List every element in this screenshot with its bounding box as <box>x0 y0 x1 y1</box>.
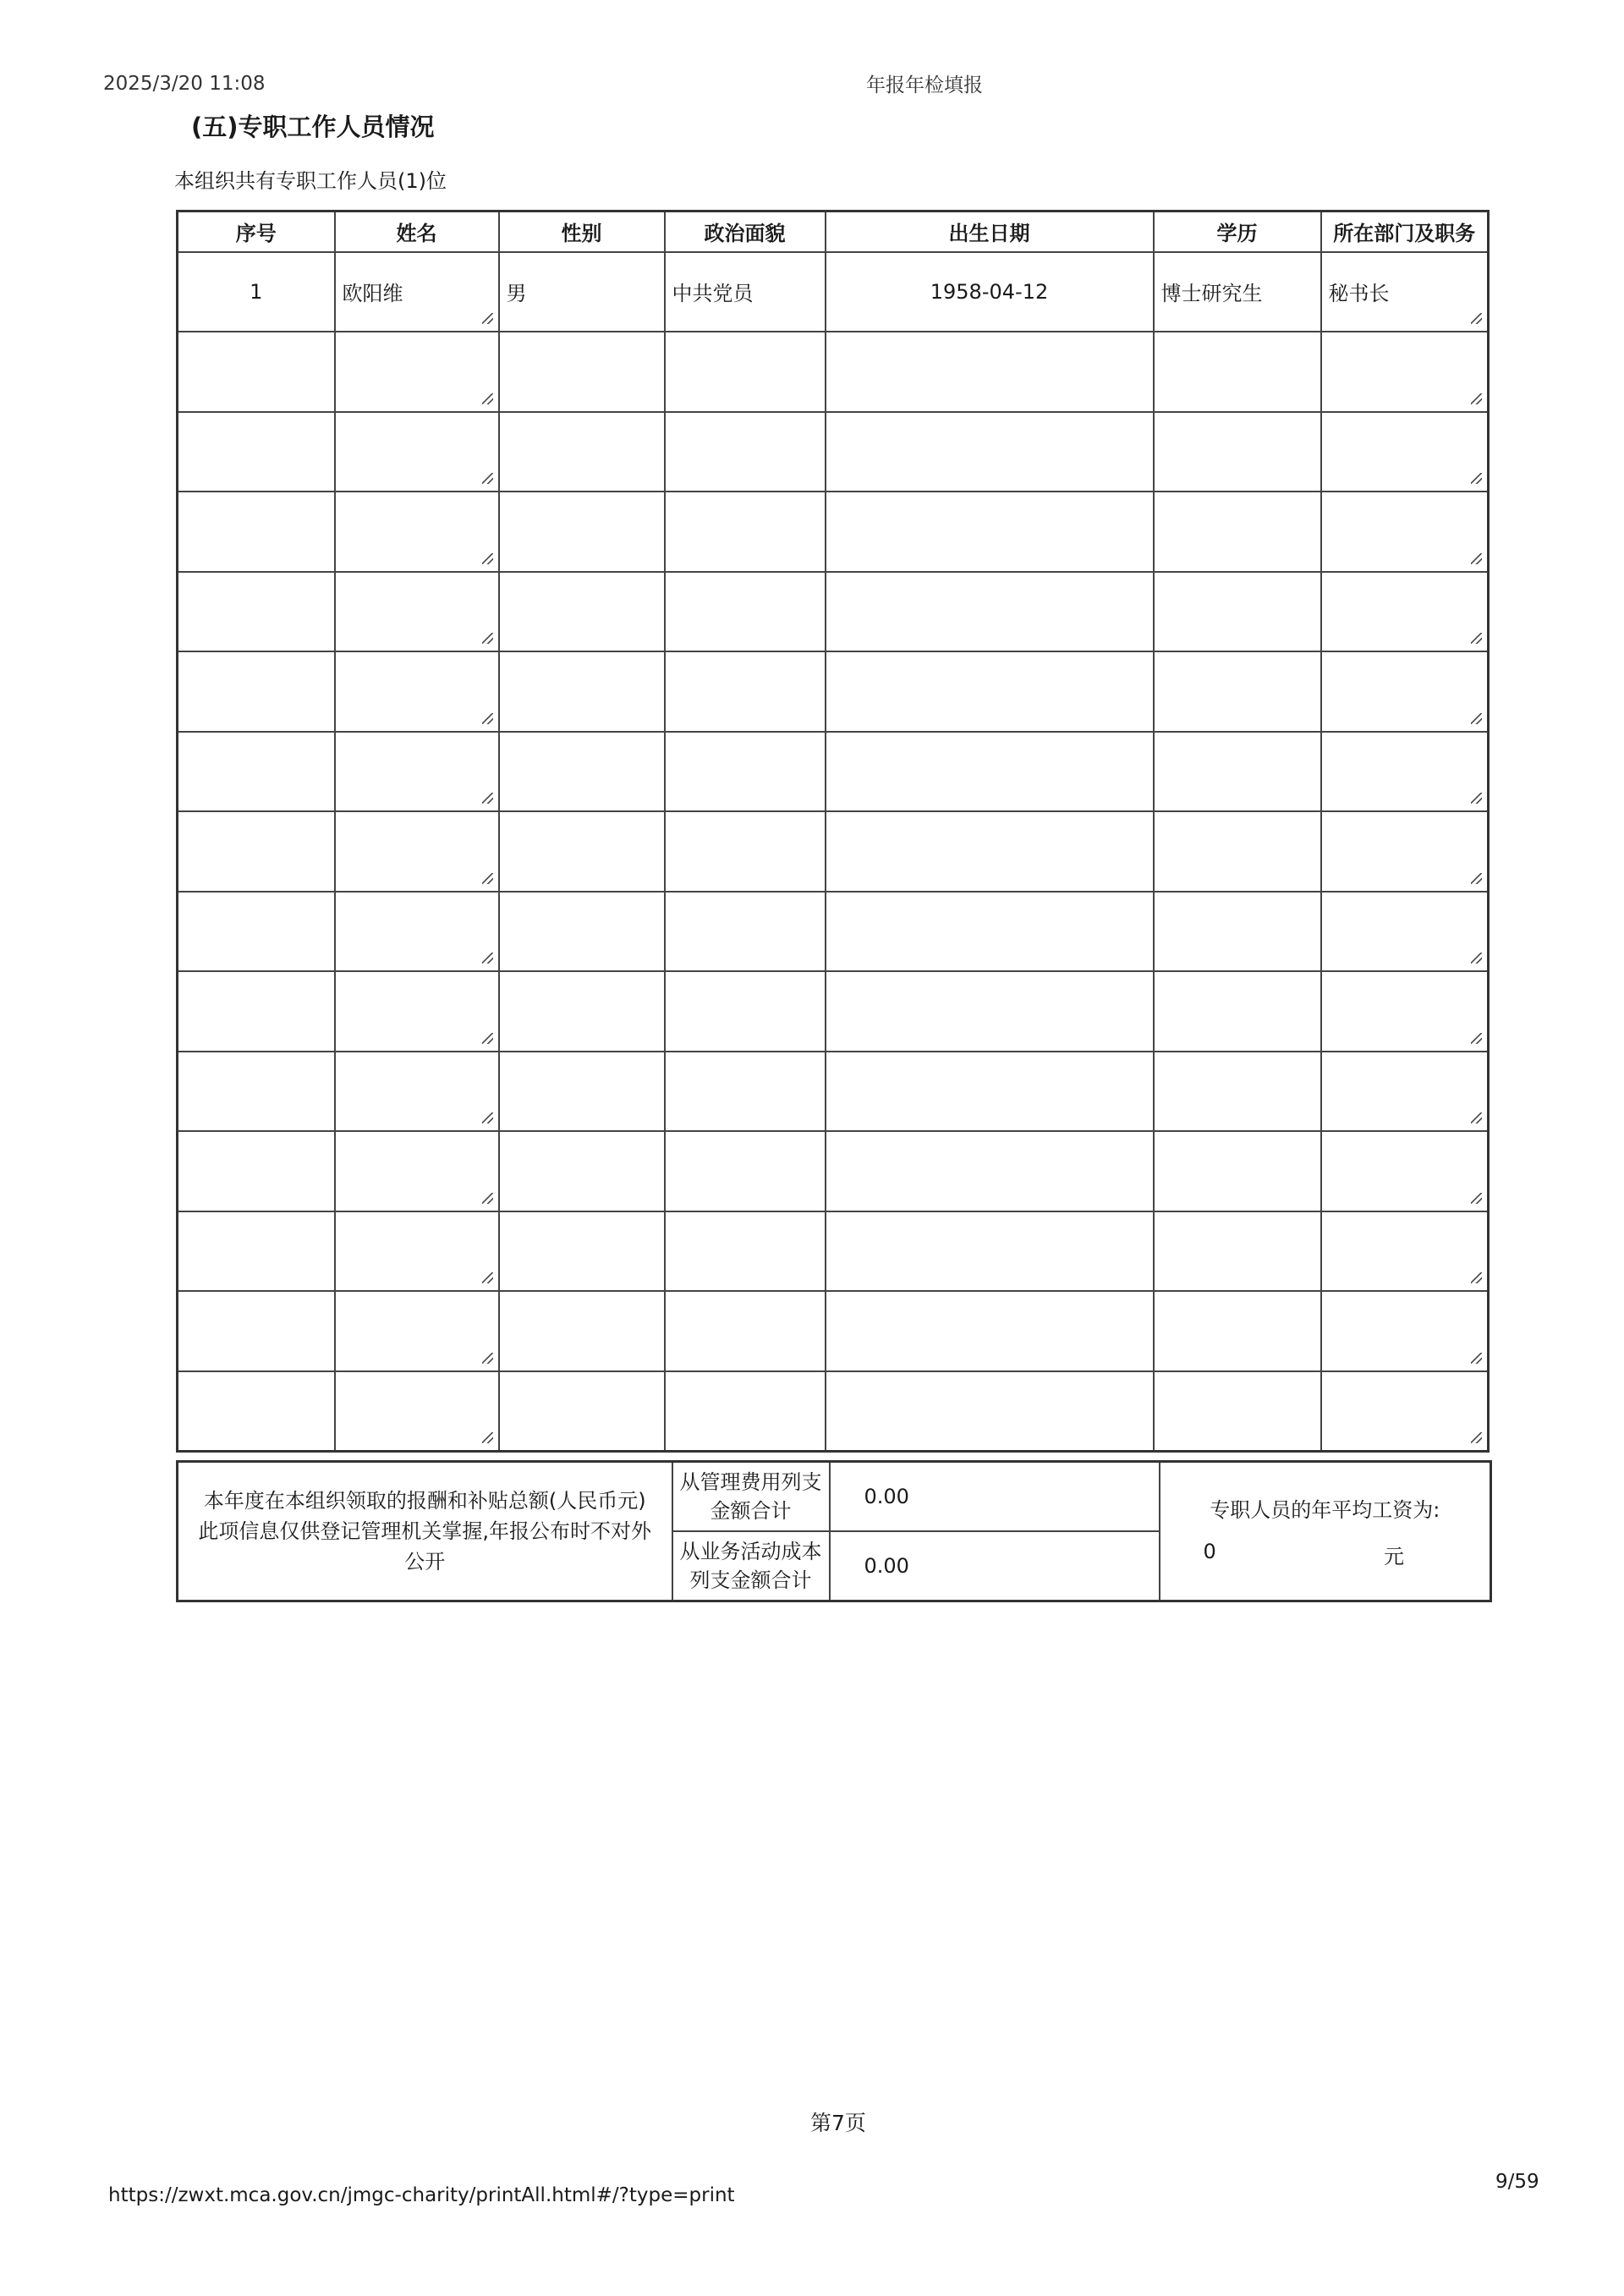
cell-position[interactable] <box>1321 572 1489 652</box>
cell-birth <box>826 811 1154 892</box>
col-header-no: 序号 <box>178 211 335 252</box>
resize-handle-icon[interactable] <box>1471 1193 1482 1204</box>
cell-position[interactable] <box>1321 892 1489 972</box>
resize-handle-icon[interactable] <box>1471 1272 1482 1283</box>
cell-gender <box>499 971 665 1052</box>
compensation-label-line3: 公开 <box>404 1550 446 1574</box>
compensation-label <box>178 1462 672 1601</box>
table-row <box>178 332 1489 412</box>
cell-name[interactable] <box>335 971 499 1052</box>
cell-name[interactable] <box>335 1211 499 1292</box>
cell-gender <box>499 1131 665 1211</box>
cell-gender <box>499 1052 665 1132</box>
cell-birth <box>826 971 1154 1052</box>
resize-handle-icon[interactable] <box>482 953 493 964</box>
cell-education <box>1154 492 1321 572</box>
cell-gender <box>499 651 665 732</box>
cell-birth <box>826 1291 1154 1371</box>
resize-handle-icon[interactable] <box>482 1112 493 1123</box>
cell-birth <box>826 1371 1154 1452</box>
cell-no <box>178 1052 335 1132</box>
cell-no <box>178 412 335 492</box>
cell-no <box>178 1211 335 1292</box>
resize-handle-icon[interactable] <box>482 553 493 564</box>
cell-no <box>178 811 335 892</box>
cell-position[interactable] <box>1321 412 1489 492</box>
resize-handle-icon[interactable] <box>1471 393 1482 404</box>
cell-no <box>178 651 335 732</box>
resize-handle-icon[interactable] <box>482 313 493 324</box>
cell-name[interactable] <box>335 732 499 812</box>
resize-handle-icon[interactable] <box>482 713 493 724</box>
cell-no <box>178 1371 335 1452</box>
cell-education <box>1154 1052 1321 1132</box>
avg-salary-label: 专职人员的年平均工资为: <box>1210 1498 1440 1522</box>
cell-political <box>665 1371 826 1452</box>
section-title: (五)专职工作人员情况 <box>191 113 435 141</box>
cell-gender <box>499 572 665 652</box>
cell-gender <box>499 1291 665 1371</box>
cell-gender <box>499 252 665 332</box>
resize-handle-icon[interactable] <box>1471 873 1482 884</box>
col-header-position: 所在部门及职务 <box>1321 211 1489 252</box>
table-row <box>178 572 1489 652</box>
cell-education <box>1154 572 1321 652</box>
table-row <box>178 892 1489 972</box>
cell-education <box>1154 332 1321 412</box>
cell-name[interactable] <box>335 572 499 652</box>
cell-position[interactable] <box>1321 732 1489 812</box>
cell-name[interactable] <box>335 651 499 732</box>
biz-cost-label-line2: 列支金额合计 <box>689 1568 812 1592</box>
cell-education <box>1154 732 1321 812</box>
resize-handle-icon[interactable] <box>1471 473 1482 484</box>
cell-political <box>665 1131 826 1211</box>
cell-gender <box>499 732 665 812</box>
staff-count-text: 本组织共有专职工作人员(1)位 <box>174 169 447 193</box>
cell-political <box>665 252 826 332</box>
cell-political <box>665 811 826 892</box>
resize-handle-icon[interactable] <box>482 473 493 484</box>
compensation-label-line1: 本年度在本组织领取的报酬和补贴总额(人民币元) <box>203 1489 646 1513</box>
cell-birth <box>826 1211 1154 1292</box>
resize-handle-icon[interactable] <box>1471 1432 1482 1443</box>
cell-position[interactable] <box>1321 971 1489 1052</box>
table-row <box>178 1291 1489 1371</box>
resize-handle-icon[interactable] <box>482 873 493 884</box>
cell-birth <box>826 332 1154 412</box>
resize-handle-icon[interactable] <box>482 393 493 404</box>
cell-position[interactable] <box>1321 332 1489 412</box>
cell-name[interactable] <box>335 412 499 492</box>
cell-birth <box>826 412 1154 492</box>
resize-handle-icon[interactable] <box>482 1432 493 1443</box>
cell-birth <box>826 732 1154 812</box>
cell-education <box>1154 1131 1321 1211</box>
resize-handle-icon[interactable] <box>1471 553 1482 564</box>
resize-handle-icon[interactable] <box>1471 953 1482 964</box>
cell-name[interactable] <box>335 811 499 892</box>
cell-name[interactable] <box>335 252 499 332</box>
cell-name[interactable] <box>335 1131 499 1211</box>
cell-education <box>1154 1211 1321 1292</box>
cell-gender <box>499 332 665 412</box>
cell-position[interactable] <box>1321 1131 1489 1211</box>
biz-cost-value[interactable]: 0.00 <box>830 1531 1160 1601</box>
cell-position[interactable] <box>1321 1371 1489 1452</box>
cell-birth <box>826 572 1154 652</box>
cell-political <box>665 492 826 572</box>
cell-no <box>178 492 335 572</box>
cell-education-text: 博士研究生 <box>1160 282 1263 306</box>
cell-political <box>665 412 826 492</box>
cell-position[interactable] <box>1321 811 1489 892</box>
table-row <box>178 732 1489 812</box>
mgmt-expense-value[interactable]: 0.00 <box>830 1462 1160 1532</box>
avg-salary-value[interactable]: 0 <box>1203 1540 1216 1563</box>
cell-gender <box>499 811 665 892</box>
table-row <box>178 651 1489 732</box>
cell-gender <box>499 492 665 572</box>
cell-gender <box>499 1371 665 1452</box>
cell-no <box>178 572 335 652</box>
table-row <box>178 1131 1489 1211</box>
resize-handle-icon[interactable] <box>482 1033 493 1044</box>
cell-political <box>665 1291 826 1371</box>
resize-handle-icon[interactable] <box>1471 793 1482 804</box>
biz-cost-label-line1: 从业务活动成本 <box>679 1540 822 1563</box>
table-header-row <box>178 211 1489 252</box>
cell-political <box>665 1211 826 1292</box>
col-header-birth: 出生日期 <box>826 211 1154 252</box>
cell-education <box>1154 1291 1321 1371</box>
print-url: https://zwxt.mca.gov.cn/jmgc-charity/printAll.html#/?type=print <box>108 2184 735 2206</box>
cell-name[interactable] <box>335 332 499 412</box>
cell-name[interactable] <box>335 1371 499 1452</box>
mgmt-expense-label <box>672 1462 830 1532</box>
table-row <box>178 971 1489 1052</box>
cell-political <box>665 1052 826 1132</box>
cell-gender-text: 男 <box>506 282 527 306</box>
compensation-label-line2: 此项信息仅供登记管理机关掌握,年报公布时不对外 <box>198 1519 652 1543</box>
cell-position[interactable] <box>1321 252 1489 332</box>
cell-no <box>178 971 335 1052</box>
print-datetime: 2025/3/20 11:08 <box>103 73 266 95</box>
biz-cost-label <box>672 1531 830 1601</box>
cell-education <box>1154 252 1321 332</box>
cell-gender <box>499 1211 665 1292</box>
cell-name[interactable] <box>335 892 499 972</box>
cell-position[interactable] <box>1321 651 1489 732</box>
cell-political <box>665 971 826 1052</box>
cell-no <box>178 1291 335 1371</box>
staff-table <box>176 210 1490 1453</box>
cell-position[interactable] <box>1321 492 1489 572</box>
cell-no-text: 1 <box>250 279 263 304</box>
cell-birth <box>826 651 1154 732</box>
table-row <box>178 492 1489 572</box>
cell-education <box>1154 1371 1321 1452</box>
cell-name[interactable] <box>335 1291 499 1371</box>
col-header-political: 政治面貌 <box>665 211 826 252</box>
cell-political-text: 中共党员 <box>672 282 754 306</box>
cell-birth <box>826 892 1154 972</box>
avg-salary-cell <box>1160 1462 1491 1601</box>
cell-gender <box>499 412 665 492</box>
cell-birth <box>826 1052 1154 1132</box>
mgmt-expense-label-line1: 从管理费用列支 <box>679 1470 822 1494</box>
cell-position[interactable] <box>1321 1211 1489 1292</box>
cell-political <box>665 732 826 812</box>
cell-gender <box>499 892 665 972</box>
table-row <box>178 811 1489 892</box>
cell-no <box>178 332 335 412</box>
cell-position[interactable] <box>1321 1052 1489 1132</box>
table-row <box>178 412 1489 492</box>
resize-handle-icon[interactable] <box>482 1193 493 1204</box>
print-page-count: 9/59 <box>1495 2171 1539 2193</box>
resize-handle-icon[interactable] <box>482 793 493 804</box>
cell-political <box>665 572 826 652</box>
avg-salary-unit: 元 <box>1384 1545 1404 1568</box>
resize-handle-icon[interactable] <box>1471 633 1482 644</box>
col-header-education: 学历 <box>1154 211 1321 252</box>
cell-education <box>1154 811 1321 892</box>
cell-education <box>1154 651 1321 732</box>
cell-no <box>178 732 335 812</box>
cell-birth-text: 1958-04-12 <box>930 279 1049 304</box>
cell-education <box>1154 892 1321 972</box>
cell-birth <box>826 252 1154 332</box>
table-row <box>178 1211 1489 1292</box>
resize-handle-icon[interactable] <box>1471 313 1482 324</box>
cell-position-text: 秘书长 <box>1328 282 1390 306</box>
cell-name-text: 欧阳维 <box>342 282 403 306</box>
table-row <box>178 1371 1489 1452</box>
col-header-name: 姓名 <box>335 211 499 252</box>
cell-political <box>665 332 826 412</box>
cell-education <box>1154 412 1321 492</box>
resize-handle-icon[interactable] <box>1471 1033 1482 1044</box>
resize-handle-icon[interactable] <box>482 1272 493 1283</box>
cell-no <box>178 892 335 972</box>
cell-no <box>178 252 335 332</box>
cell-education <box>1154 971 1321 1052</box>
cell-no <box>178 1131 335 1211</box>
cell-name[interactable] <box>335 1052 499 1132</box>
resize-handle-icon[interactable] <box>1471 1353 1482 1364</box>
cell-position[interactable] <box>1321 1291 1489 1371</box>
resize-handle-icon[interactable] <box>1471 1112 1482 1123</box>
col-header-gender: 性别 <box>499 211 665 252</box>
cell-birth <box>826 1131 1154 1211</box>
cell-name[interactable] <box>335 492 499 572</box>
cell-birth <box>826 492 1154 572</box>
cell-political <box>665 892 826 972</box>
page-number: 第7页 <box>810 2111 866 2135</box>
table-row <box>178 1052 1489 1132</box>
print-header-title: 年报年检填报 <box>866 74 983 96</box>
cell-political <box>665 651 826 732</box>
resize-handle-icon[interactable] <box>482 633 493 644</box>
resize-handle-icon[interactable] <box>1471 713 1482 724</box>
resize-handle-icon[interactable] <box>482 1353 493 1364</box>
table-row <box>178 252 1489 332</box>
compensation-summary <box>176 1460 1492 1602</box>
mgmt-expense-label-line2: 金额合计 <box>710 1499 792 1523</box>
